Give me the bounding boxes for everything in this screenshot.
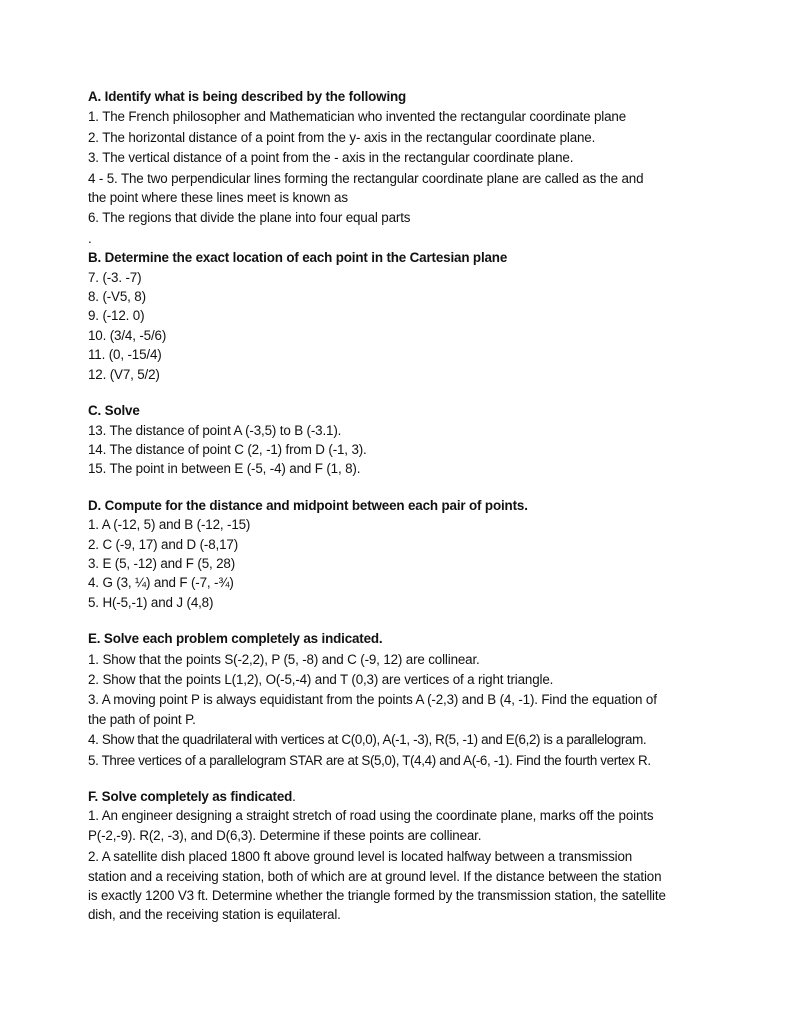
question: 4. G (3, ¼) and F (-7, -¾)	[88, 575, 234, 591]
question: 1. An engineer designing a straight stretch of road using the coordinate plane, marks off the points P(-2,-9). R(2, -3), and D(6,3). Determine if these points are collinear.	[88, 808, 654, 843]
section-c	[88, 401, 728, 479]
question: 11. (0, -15/4)	[88, 347, 162, 363]
question: 14. The distance of point C (2, -1) from D (-1, 3).	[88, 441, 367, 457]
question: 4. Show that the quadrilateral with vertices at C(0,0), A(-1, -3), R(5, -1) and E(6,2) is a parallelogram.	[88, 732, 647, 748]
question: 4 - 5. The two perpendicular lines forming the rectangular coordinate plane are called as the and the point where these lines meet is known as	[88, 170, 644, 206]
section-d	[88, 496, 728, 612]
section-c-heading: C. Solve	[88, 403, 140, 419]
section-e	[88, 629, 728, 770]
section-f-heading-line	[88, 787, 728, 806]
question: 1. Show that the points S(-2,2), P (5, -8) and C (-9, 12) are collinear.	[88, 651, 480, 667]
question: 13. The distance of point A (-3,5) to B (-3.1).	[88, 422, 342, 438]
question: 1. The French philosopher and Mathematician who invented the rectangular coordinate plane	[88, 109, 627, 125]
section-b	[88, 248, 728, 384]
section-f	[88, 787, 728, 925]
question: 10. (3/4, -5/6)	[88, 327, 167, 343]
question: 15. The point in between E (-5, -4) and F (1, 8).	[88, 461, 361, 477]
question: 8. (-V5, 8)	[88, 289, 146, 305]
question: 5. Three vertices of a parallelogram STAR are at S(5,0), T(4,4) and A(-6, -1). Find the fourth vertex R.	[88, 752, 651, 768]
worksheet	[88, 86, 728, 925]
section-f-heading-tail: .	[292, 789, 296, 804]
section-d-heading: D. Compute for the distance and midpoint between each pair of points.	[88, 497, 528, 513]
question: 3. A moving point P is always equidistant from the points A (-2,3) and B (4, -1). Find the equation of the path of point P.	[88, 692, 657, 727]
question: 9. (-12. 0)	[88, 308, 145, 324]
question: 7. (-3. -7)	[88, 269, 142, 285]
question: 6. The regions that divide the plane into four equal parts	[88, 210, 411, 226]
section-a	[88, 87, 728, 248]
question: 2. A satellite dish placed 1800 ft above ground level is located halfway between a transmission station and a receiving station, both of which are at ground level. If the distance between the station is exactly 1200 V3 ft. Determine whether the triangle formed by the transmission station, the satellite dish, and the receiving station is equilateral.	[88, 849, 666, 923]
section-f-heading: F. Solve completely as findicated	[88, 789, 293, 804]
question: 3. The vertical distance of a point from the - axis in the rectangular coordinate plane.	[88, 150, 574, 166]
section-e-heading: E. Solve each problem completely as indicated.	[88, 631, 383, 647]
section-b-heading: B. Determine the exact location of each point in the Cartesian plane	[88, 250, 508, 266]
question: 12. (V7, 5/2)	[88, 366, 160, 382]
question: 5. H(-5,-1) and J (4,8)	[88, 594, 214, 610]
trailing-dot: .	[88, 230, 92, 246]
question: 2. The horizontal distance of a point from the y- axis in the rectangular coordinate plane.	[88, 129, 596, 145]
question: 3. E (5, -12) and F (5, 28)	[88, 555, 236, 571]
question: 2. C (-9, 17) and D (-8,17)	[88, 536, 239, 552]
question: 1. A (-12, 5) and B (-12, -15)	[88, 517, 251, 533]
question: 2. Show that the points L(1,2), O(-5,-4) and T (0,3) are vertices of a right triangle.	[88, 671, 554, 687]
section-a-heading: A. Identify what is being described by the following	[88, 89, 407, 104]
